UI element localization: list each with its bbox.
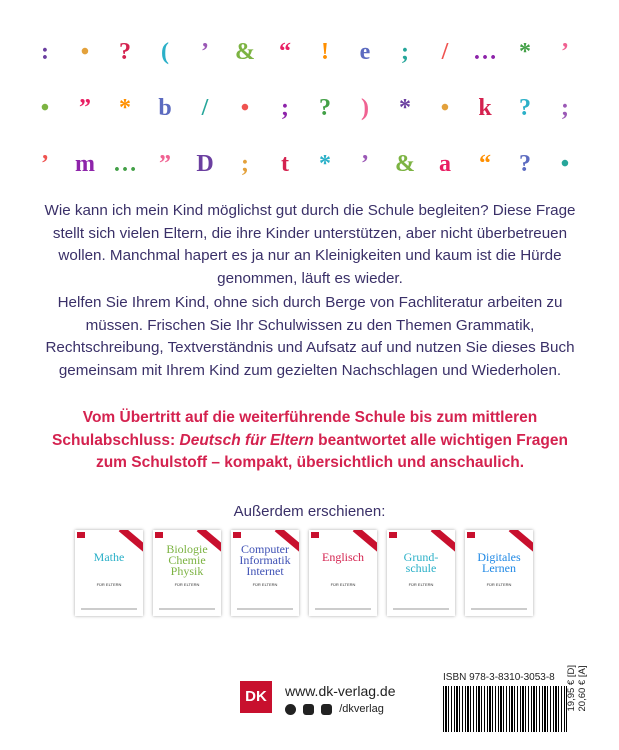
price-label: [566, 665, 588, 711]
cover-footer-line: [81, 608, 137, 610]
glyph: k: [478, 95, 492, 121]
glyph: •: [440, 95, 450, 121]
glyph: *: [519, 39, 531, 65]
dk-mini-logo: [467, 532, 475, 538]
dk-mini-logo: [155, 532, 163, 538]
book-cover-title: Grund- schule: [403, 550, 439, 575]
dk-mini-logo: [311, 532, 319, 538]
book-cover-subtitle: FÜR ELTERN: [174, 582, 200, 587]
book-cover-title: Digitales Lernen: [477, 550, 521, 575]
glyph-row-1: [0, 32, 619, 72]
glyph: …: [113, 151, 137, 177]
glyph: ;: [401, 39, 409, 65]
glyph: e: [359, 39, 371, 65]
glyph: a: [439, 151, 451, 177]
glyph: ’: [201, 39, 209, 65]
price-de: 19,95 € [D]: [566, 665, 577, 712]
book-cover: [309, 530, 377, 616]
youtube-icon[interactable]: [321, 704, 332, 715]
book-cover-subtitle: FÜR ELTERN: [330, 582, 356, 587]
book-cover-title: Englisch: [322, 550, 364, 564]
glyph: ”: [159, 151, 171, 177]
glyph: …: [473, 39, 497, 65]
highlight-paragraph: [40, 407, 580, 475]
book-cover-subtitle: FÜR ELTERN: [96, 582, 122, 587]
barcode-bars: [443, 686, 567, 732]
glyph: /: [201, 95, 209, 121]
highlight-before: Vom Übertritt auf die weiterführende Schule bis zum mittleren Schulabschluss:: [52, 409, 538, 449]
glyph: •: [240, 95, 250, 121]
glyph: &: [235, 39, 255, 65]
barcode: [443, 672, 567, 732]
glyph: ?: [319, 95, 331, 121]
intro-paragraph-2: Helfen Sie Ihrem Kind, ohne sich durch Berge von Fachliteratur arbeiten zu müssen. Frischen Sie Ihr Schulwissen zu den Themen Grammatik, Rechtschreibung, Textverständnis und Aufsatz auf und nutzen Sie dieses Buch gemeinsam mit Ihrem Kind zum gezielten Nachschlagen und Wiederholen.: [45, 294, 575, 379]
glyph: !: [321, 39, 329, 65]
glyph: m: [75, 151, 95, 177]
glyph-row-3: [0, 144, 619, 184]
book-cover-subtitle: FÜR ELTERN: [408, 582, 434, 587]
glyph: •: [80, 39, 90, 65]
glyph: &: [395, 151, 415, 177]
glyph: :: [41, 39, 49, 65]
facebook-icon[interactable]: [285, 704, 296, 715]
social-handle: /dkverlag: [339, 703, 384, 715]
dk-mini-logo: [389, 532, 397, 538]
intro-paragraph-1: Wie kann ich mein Kind möglichst gut durch die Schule begleiten? Diese Frage stellt sich vielen Eltern, die ihre Kinder unterstützen, aber nicht überbetreuen wollen. Manchmal hapert es ja nur an Kleinigkeiten und kaum ist die Hürde genommen, läuft es wieder.: [44, 202, 576, 287]
isbn-text: ISBN 978-3-8310-3053-8: [443, 672, 555, 683]
book-cover: [231, 530, 299, 616]
book-title: Deutsch für Eltern: [179, 431, 314, 449]
glyph: b: [158, 95, 172, 121]
glyph: ?: [119, 39, 131, 65]
glyph: *: [399, 95, 411, 121]
glyph: ): [361, 95, 369, 121]
glyph: ;: [281, 95, 289, 121]
book-cover-title: Computer Informatik Internet: [239, 542, 291, 578]
dk-mini-logo: [77, 532, 85, 538]
highlight-after: beantwortet alle wichtigen Fragen zum Schulstoff – kompakt, übersichtlich und anschaulich.: [95, 431, 568, 471]
glyph: ?: [519, 151, 531, 177]
cover-footer-line: [393, 608, 449, 610]
dk-mini-logo: [233, 532, 241, 538]
glyph: ;: [241, 151, 249, 177]
book-cover: [75, 530, 143, 616]
price-at: 20,60 € [A]: [577, 665, 588, 712]
book-cover: [387, 530, 455, 616]
book-cover-subtitle: FÜR ELTERN: [486, 582, 512, 587]
glyph: *: [119, 95, 131, 121]
glyph: ?: [519, 95, 531, 121]
glyph: ’: [561, 39, 569, 65]
glyph: ’: [41, 151, 49, 177]
glyph: “: [279, 39, 291, 65]
glyph-row-2: [0, 88, 619, 128]
glyph: (: [161, 39, 169, 65]
book-cover-title: Biologie Chemie Physik: [166, 542, 208, 578]
book-cover: [153, 530, 221, 616]
cover-footer-line: [471, 608, 527, 610]
glyph: ;: [561, 95, 569, 121]
glyph: “: [479, 151, 491, 177]
book-cover-subtitle: FÜR ELTERN: [252, 582, 278, 587]
instagram-icon[interactable]: [303, 704, 314, 715]
glyph: t: [281, 151, 289, 177]
book-cover-title: Mathe: [93, 550, 125, 564]
book-cover: [465, 530, 533, 616]
social-links[interactable]: [285, 703, 384, 715]
cover-footer-line: [315, 608, 371, 610]
glyph: *: [319, 151, 331, 177]
glyph: •: [40, 95, 50, 121]
glyph: •: [560, 151, 570, 177]
cover-footer-line: [159, 608, 215, 610]
glyph: ”: [79, 95, 91, 121]
publisher-url[interactable]: www.dk-verlag.de: [285, 683, 396, 699]
dk-logo: DK: [240, 681, 272, 713]
glyph: ’: [361, 151, 369, 177]
also-published-label: Außerdem erschienen:: [233, 503, 386, 520]
glyph: D: [196, 151, 214, 177]
cover-footer-line: [237, 608, 293, 610]
glyph: /: [441, 39, 449, 65]
